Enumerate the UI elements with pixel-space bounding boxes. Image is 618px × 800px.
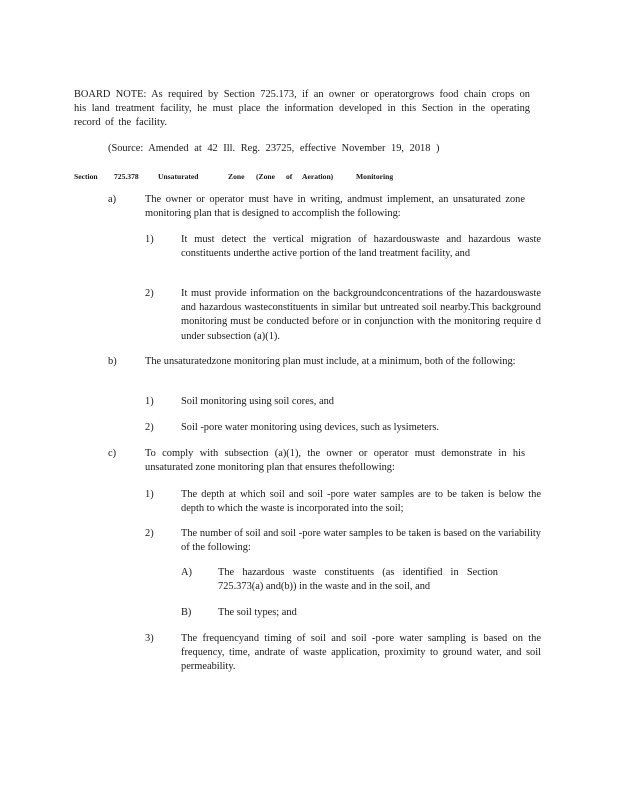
heading-word-4: of: [286, 172, 293, 181]
item-c3-label: 3): [145, 633, 154, 644]
item-c1-text: The depth at which soil and soil -pore water samples are to be taken is below the depth to which the waste is incorporated into the soil;: [181, 489, 541, 515]
heading-word-5: Aeration): [302, 172, 334, 181]
section-number: 725.378: [114, 172, 139, 181]
heading-word-2: Zone: [228, 172, 245, 181]
subsection-b-text: The unsaturatedzone monitoring plan must include, at a minimum, both of the following:: [145, 356, 516, 367]
item-a1-text: It must detect the vertical migration of hazardouswaste and hazardous waste constituents underthe active portion of the land treatment facility, and: [181, 234, 541, 260]
item-c2b-label: B): [181, 607, 192, 618]
item-a2-text: It must provide information on the backgroundconcentrations of the hazardouswaste and hazardous wasteconstituents in similar but untreated soil nearby.This background monitoring must be conducted before or in conjunction with the monitoring require d under subsection (a)(1).: [181, 288, 541, 342]
item-a2-label: 2): [145, 288, 154, 299]
item-c2-text: The number of soil and soil -pore water samples to be taken is based on the variability of the following:: [181, 528, 541, 554]
item-b2-text: Soil -pore water monitoring using devices, such as lysimeters.: [181, 422, 439, 433]
item-b1-label: 1): [145, 396, 154, 407]
item-c2a-label: A): [181, 567, 192, 578]
subsection-a-text: The owner or operator must have in writing, andmust implement, an unsaturated zone monitoring plan that is designed to accomplish the following:: [145, 194, 525, 220]
item-c1-label: 1): [145, 489, 154, 500]
item-c3-text: The frequencyand timing of soil and soil -pore water sampling is based on the frequency, time, andrate of waste application, proximity to ground water, and soil permeability.: [181, 633, 541, 673]
subsection-c-text: To comply with subsection (a)(1), the owner or operator must demonstrate in his unsaturated zone monitoring plan that ensures thefollowing:: [145, 448, 525, 474]
item-b2-label: 2): [145, 422, 154, 433]
heading-word-3: (Zone: [256, 172, 275, 181]
board-note: BOARD NOTE: As required by Section 725.173, if an owner or operatorgrows food chain crops on his land treatment facility, he must place the information developed in this Section in the operating record of the facility.: [74, 89, 530, 129]
section-word: Section: [74, 172, 98, 181]
item-c2a-text: The hazardous waste constituents (as identified in Section 725.373(a) and(b)) in the waste and in the soil, and: [218, 567, 498, 593]
item-c2-label: 2): [145, 528, 154, 539]
subsection-b-label: b): [108, 356, 117, 367]
item-c2b-text: The soil types; and: [218, 607, 297, 618]
item-b1-text: Soil monitoring using soil cores, and: [181, 396, 334, 407]
heading-word-1: Unsaturated: [158, 172, 199, 181]
source-note: (Source: Amended at 42 Ill. Reg. 23725, effective November 19, 2018 ): [108, 143, 440, 154]
subsection-a-label: a): [108, 194, 117, 205]
item-a1-label: 1): [145, 234, 154, 245]
heading-word-6: Monitoring: [356, 172, 394, 181]
subsection-c-label: c): [108, 448, 117, 459]
